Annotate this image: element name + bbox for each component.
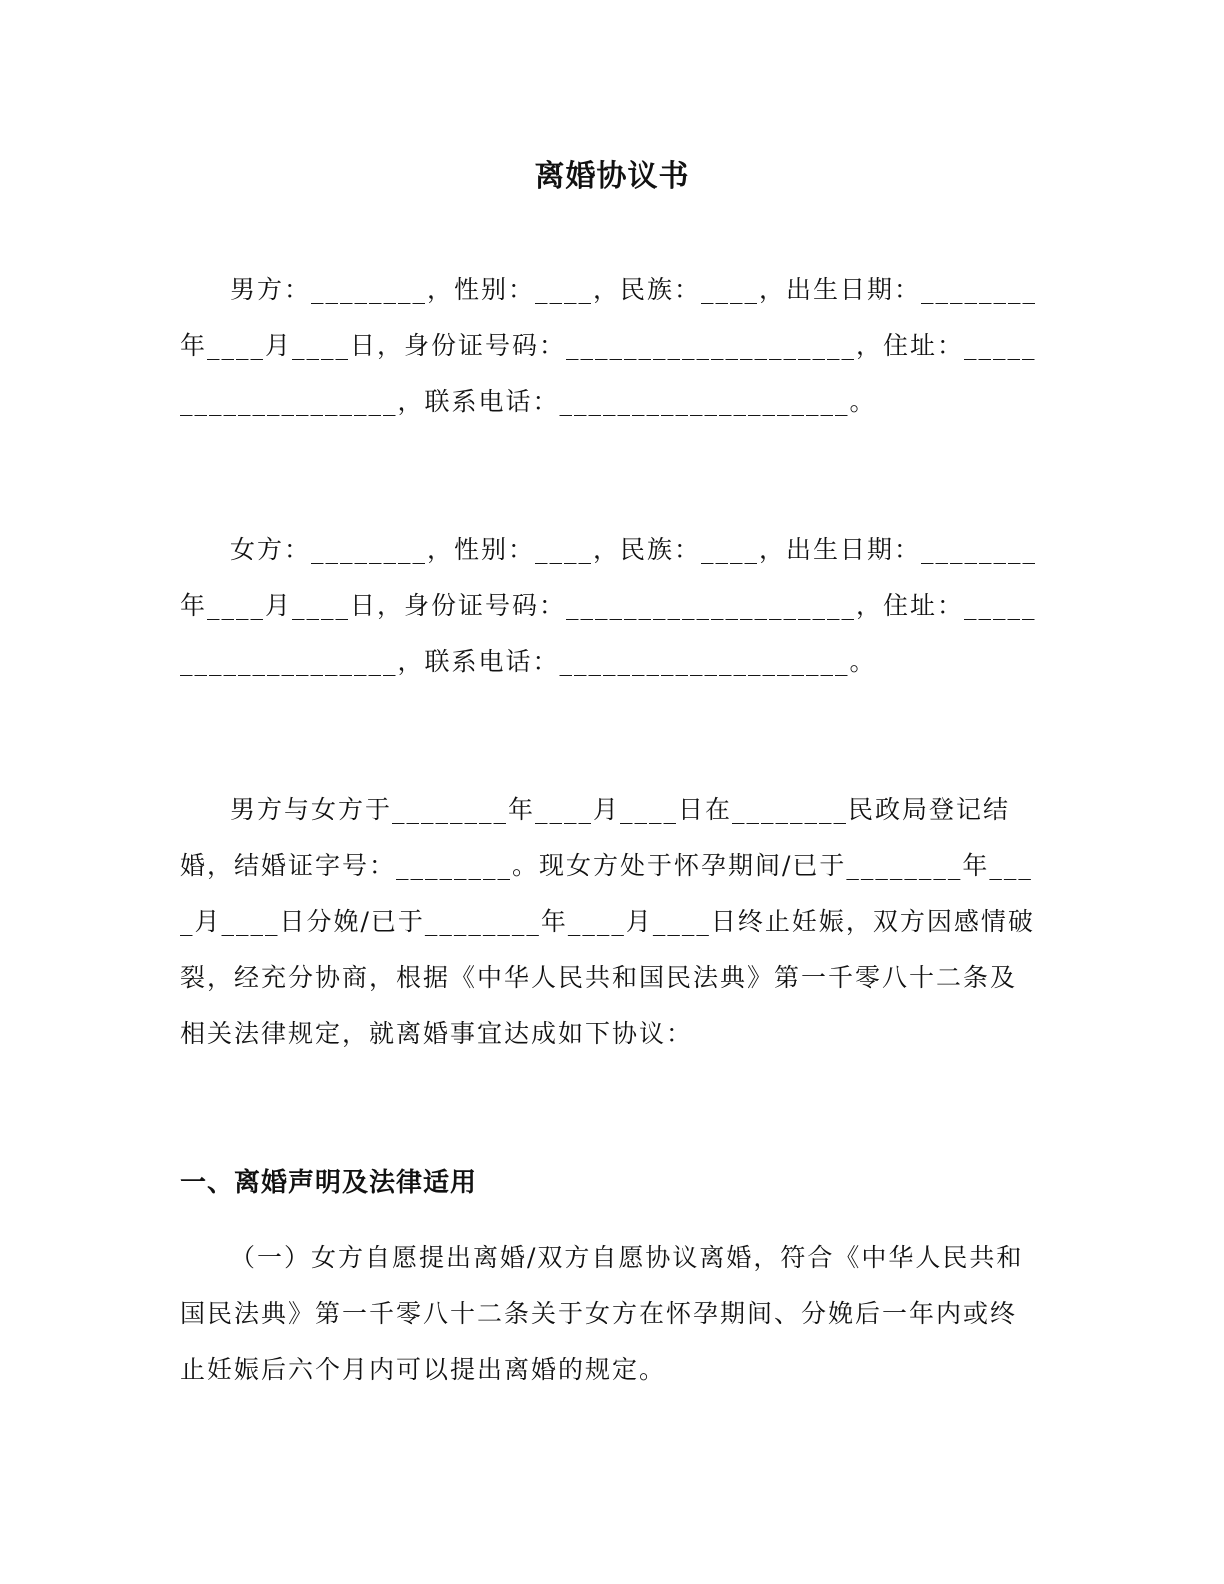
section-heading: 一、离婚声明及法律适用: [180, 1168, 478, 1198]
marriage-statement: 男方与女方于________年____月____日在________民政局登记结婚，结婚证字号：________。现女方处于怀孕期间/已于________年____月____日分娩/已于________年____月____日终止妊娠，双方因感情破裂，经充分协商，根据《中华人民共和国民法典》第一千零八十二条及相关法律规定，就离婚事宜达成如下协议：: [180, 795, 1035, 1048]
female-party-info: 女方：________，性别：____，民族：____，出生日期：________年____月____日，身份证号码：____________________，住址：____________________，联系电话：____________________。: [180, 535, 1038, 676]
document-title: 离婚协议书: [534, 159, 690, 194]
section-clause: （一）女方自愿提出离婚/双方自愿协议离婚，符合《中华人民共和国民法典》第一千零八十二条关于女方在怀孕期间、分娩后一年内或终止妊娠后六个月内可以提出离婚的规定。: [180, 1243, 1024, 1384]
male-party-info: 男方：________，性别：____，民族：____，出生日期：________年____月____日，身份证号码：____________________，住址：____________________，联系电话：____________________。: [180, 275, 1038, 416]
